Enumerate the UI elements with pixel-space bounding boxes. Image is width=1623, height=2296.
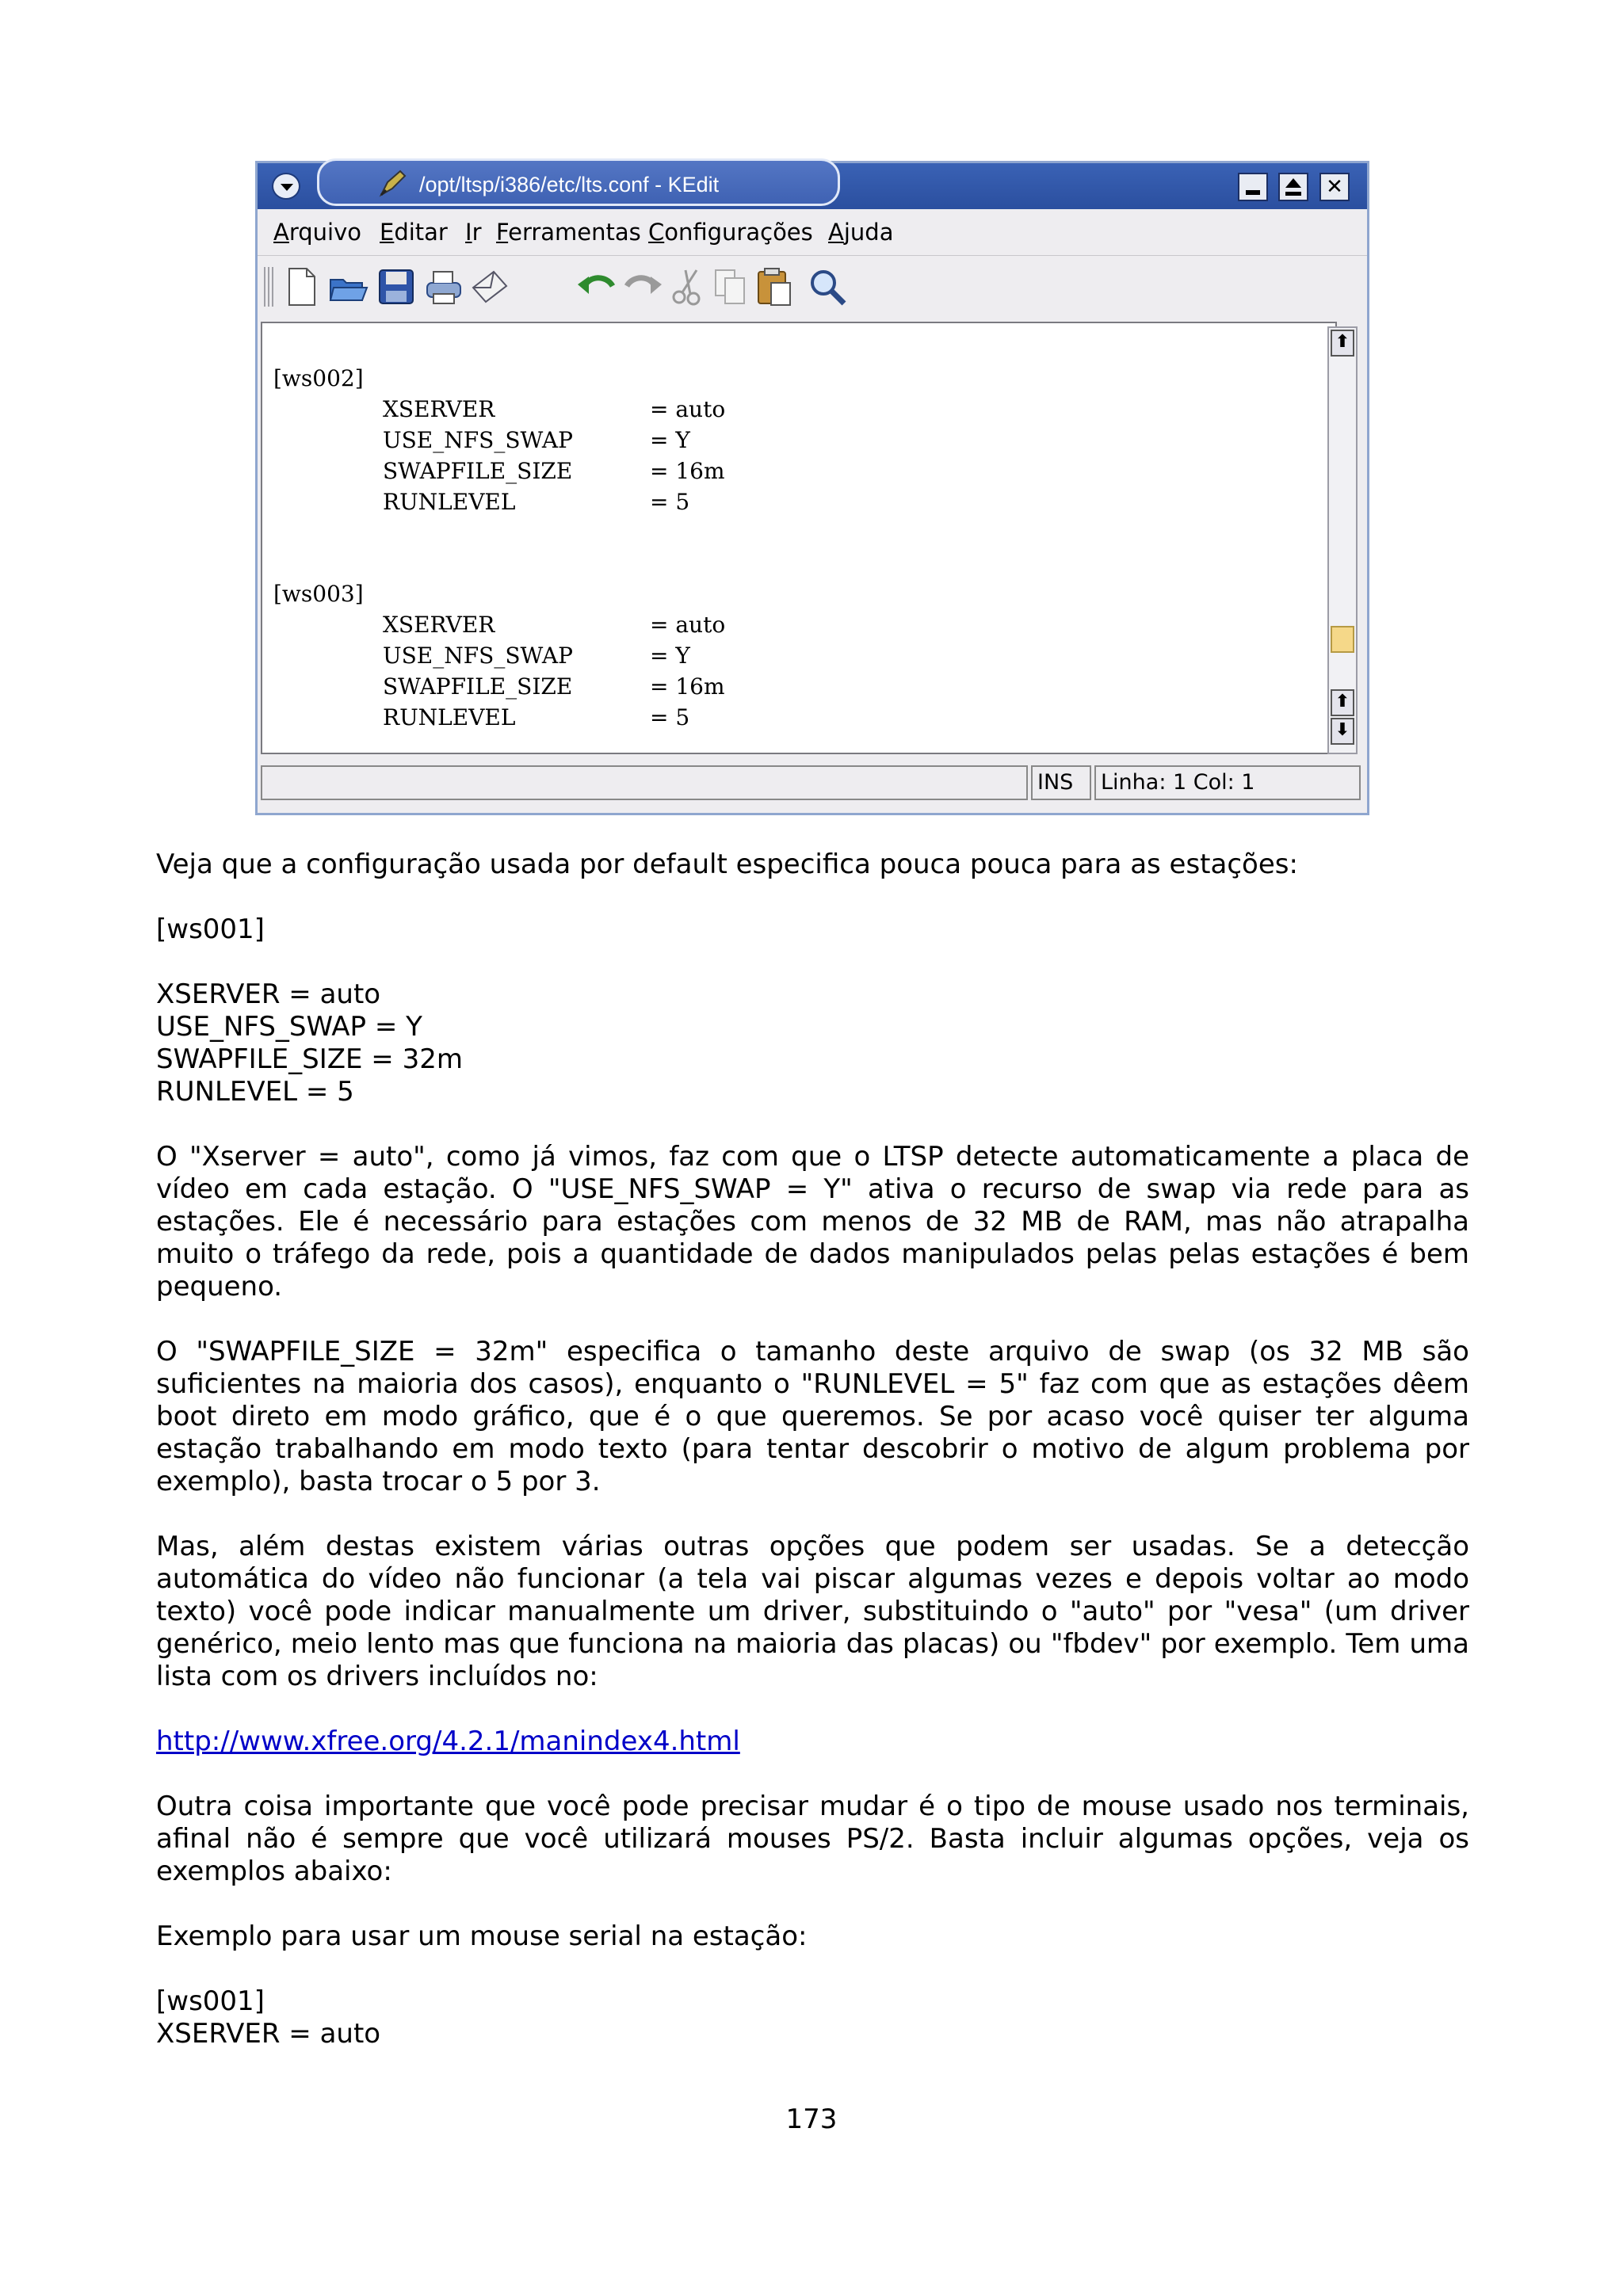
editor-key: XSERVER (383, 612, 495, 638)
menu-ir[interactable]: Ir (465, 219, 482, 246)
editor-section-header: [ws002] (273, 365, 364, 391)
config-line: XSERVER = auto (156, 2018, 381, 2050)
editor-key: SWAPFILE_SIZE (383, 673, 573, 700)
undo-icon[interactable] (575, 264, 621, 310)
menu-ajuda[interactable]: Ajuda (828, 219, 894, 246)
status-mode: INS (1031, 765, 1091, 800)
paragraph-intro: Veja que a configuração usada por default especifica pouca pouca para as estações: (156, 849, 1298, 880)
paragraph-mouse: Outra coisa importante que você pode precisar mudar é o tipo de mouse usado nos terminais, afinal não é sempre que você utilizará mouses PS/2. Basta incluir algumas opções, veja os exemplos abaixo: (156, 1791, 1469, 1887)
kedit-app-icon (376, 168, 408, 200)
title-bar (258, 163, 1367, 209)
new-file-icon[interactable] (278, 264, 324, 310)
text-editor-area[interactable] (261, 322, 1337, 754)
editor-value: = 16m (650, 458, 725, 484)
editor-value: = auto (650, 612, 726, 638)
copy-icon[interactable] (708, 264, 754, 310)
paragraph-xserver: O "Xserver = auto", como já vimos, faz com que o LTSP detecte automaticamente a placa de vídeo em cada estação. O "USE_NFS_SWAP = Y" ativa o recurso de swap via rede para as estações. Ele é necessário para estações com menos de 32 MB de RAM, mas não atrapalha muito o tráfego da rede, pois a quantidade de dados manipulados pelas pelas estações é bem pequeno. (156, 1141, 1469, 1302)
config-line: SWAPFILE_SIZE = 32m (156, 1043, 463, 1075)
toolbar (258, 255, 1367, 318)
find-icon[interactable] (804, 264, 850, 310)
menu-configuracoes[interactable]: Configurações (648, 219, 813, 246)
mail-icon[interactable] (467, 264, 513, 310)
editor-value: = Y (650, 427, 690, 453)
editor-content (273, 363, 726, 981)
open-folder-icon[interactable] (326, 264, 372, 310)
editor-key: SWAPFILE_SIZE (383, 458, 573, 484)
scroll-thumb[interactable] (1331, 626, 1354, 653)
print-icon[interactable] (421, 264, 467, 310)
kedit-window (255, 161, 1369, 815)
editor-value: = Y (650, 643, 690, 669)
xfree-link[interactable]: http://www.xfree.org/4.2.1/manindex4.html (156, 1726, 740, 1757)
config-section-ws001: [ws001] (156, 913, 265, 945)
window-title: /opt/ltsp/i386/etc/lts.conf - KEdit (419, 173, 720, 196)
paste-icon[interactable] (750, 264, 796, 310)
editor-key: USE_NFS_SWAP (383, 427, 573, 453)
editor-key: RUNLEVEL (383, 704, 516, 730)
editor-key: RUNLEVEL (383, 489, 516, 515)
minimize-button[interactable] (1238, 173, 1268, 201)
editor-value: = auto (650, 396, 726, 422)
toolbar-grip[interactable] (264, 267, 273, 307)
paragraph-drivers: Mas, além destas existem várias outras opções que podem ser usadas. Se a detecção automática do vídeo não funcionar (a tela vai piscar algumas vezes e depois voltar ao modo texto) você pode indicar manualmente um driver, substituindo o "auto" por "vesa" (um driver genérico, meio lento mas que funciona na maioria das placas) ou "fbdev" por exemplo. Tem uma lista com os drivers incluídos no: (156, 1531, 1469, 1692)
status-message-field (261, 765, 1028, 800)
editor-value: = 16m (650, 673, 725, 700)
scroll-up-arrow-icon[interactable]: ⬆ (1331, 689, 1354, 716)
paragraph-serial-example: Exemplo para usar um mouse serial na estação: (156, 1920, 808, 1952)
editor-value: = 5 (650, 489, 690, 515)
vertical-scrollbar[interactable] (1327, 326, 1358, 754)
menu-arquivo[interactable]: Arquivo (273, 219, 362, 246)
menu-bar (258, 209, 1367, 254)
menu-editar[interactable]: Editar (380, 219, 448, 246)
status-bar (258, 759, 1367, 807)
editor-value: = 5 (650, 704, 690, 730)
redo-icon[interactable] (619, 264, 665, 310)
paragraph-swapfile: O "SWAPFILE_SIZE = 32m" especifica o tamanho deste arquivo de swap (os 32 MB são suficientes na maioria dos casos), enquanto o "RUNLEVEL = 5" faz com que as estações dêem boot direto em modo gráfico, que é o que queremos. Se por acaso você quiser ter alguma estação trabalhando em modo texto (para tentar descobrir o motivo de algum problema por exemplo), basta trocar o 5 por 3. (156, 1336, 1469, 1497)
cut-icon[interactable] (665, 264, 711, 310)
scroll-up-arrow-icon[interactable]: ⬆ (1331, 330, 1354, 357)
config-section-ws001: [ws001] (156, 1985, 265, 2017)
config-line: XSERVER = auto (156, 978, 381, 1010)
menu-ferramentas[interactable]: Ferramentas (496, 219, 641, 246)
window-menu-button[interactable] (272, 173, 300, 200)
save-icon[interactable] (373, 264, 419, 310)
config-line: RUNLEVEL = 5 (156, 1076, 354, 1108)
status-cursor-position: Linha: 1 Col: 1 (1094, 765, 1361, 800)
scroll-down-arrow-icon[interactable]: ⬇ (1331, 718, 1354, 745)
config-line: USE_NFS_SWAP = Y (156, 1011, 422, 1043)
maximize-button[interactable] (1278, 173, 1308, 201)
close-button[interactable] (1319, 173, 1350, 201)
page-number: 173 (785, 2103, 838, 2135)
editor-key: XSERVER (383, 396, 495, 422)
editor-key: USE_NFS_SWAP (383, 643, 573, 669)
editor-section-header: [ws003] (273, 581, 364, 607)
